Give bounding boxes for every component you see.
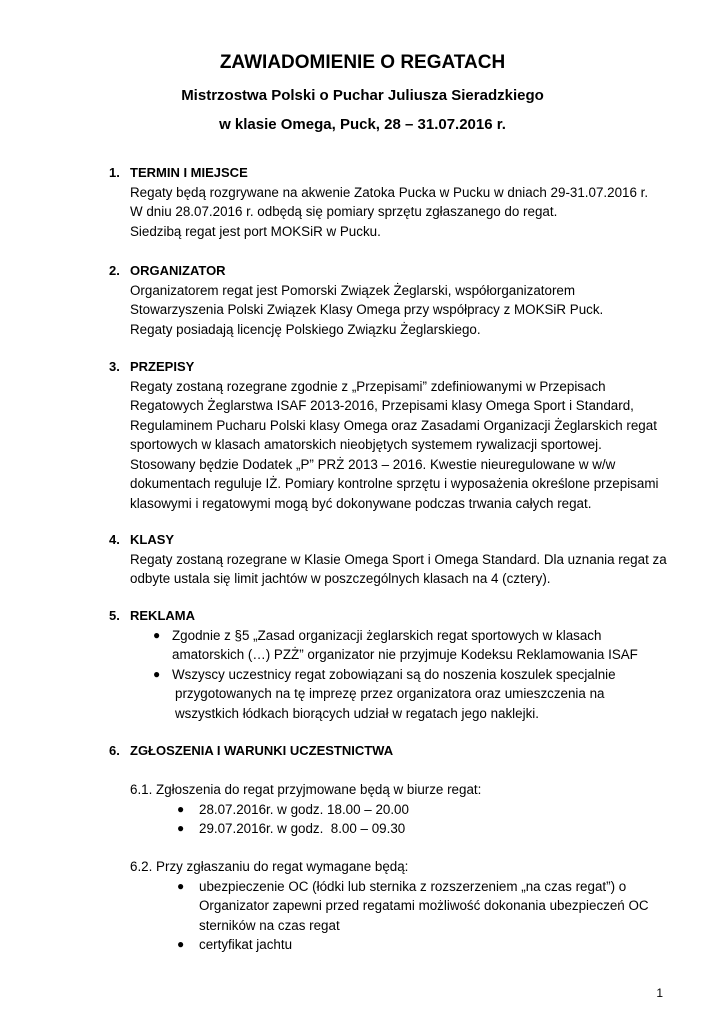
bullet-icon: ● [177, 937, 185, 951]
list-item [153, 626, 679, 665]
subsection-intro: 6.2. Przy zgłaszaniu do regat wymagane będą: [130, 859, 409, 874]
text-line: Organizatorem regat jest Pomorski Związek Żeglarski, współorganizatorem [130, 282, 576, 298]
section-body [109, 550, 679, 589]
page-number: 1 [656, 986, 663, 1000]
section-heading [109, 261, 679, 281]
text-line: ubezpieczenie OC (łódki lub sternika z rozszerzeniem „na czas regat”) o [199, 878, 627, 894]
section-heading [109, 606, 679, 626]
section-zgloszenia [109, 741, 679, 761]
section-reklama [109, 606, 679, 723]
text-line: 28.07.2016r. w godz. 18.00 – 20.00 [199, 801, 409, 817]
text-line: Siedzibą regat jest port MOKSiR w Pucku. [130, 223, 381, 239]
text-line: Regaty zostaną rozegrane zgodnie z „Przepisami” zdefiniowanymi w Przepisach [130, 378, 606, 394]
text-line: Zgodnie z §5 „Zasad organizacji żeglarskich regat sportowych w klasach [172, 627, 602, 643]
list-item [153, 665, 679, 724]
section-przepisy [109, 357, 679, 513]
text-line: amatorskich (…) PZŻ” organizator nie przyjmuje Kodeksu Reklamowania ISAF [172, 647, 638, 662]
section-body [109, 281, 679, 340]
text-line: wszystkich łódkach biorących udział w regatach jego naklejki. [175, 705, 539, 721]
section-termin [109, 163, 679, 241]
subsection-6-1 [130, 780, 670, 839]
bullet-icon: ● [153, 666, 161, 681]
text-line: odbyte ustala się limit jachtów w poszczególnych klasach na 4 (cztery). [130, 571, 551, 586]
section-number: 5. [109, 608, 120, 623]
section-title: ZGŁOSZENIA I WARUNKI UCZESTNICTWA [130, 743, 394, 758]
section-organizator [109, 261, 679, 339]
text-line: sterników na czas regat [199, 917, 340, 933]
bullet-icon: ● [153, 627, 161, 642]
section-title: ORGANIZATOR [130, 263, 226, 278]
text-line: dokumentach reguluje IŻ. Pomiary kontrolne sprzętu i wyposażenia określone przepisami [130, 476, 659, 491]
text-line: Regaty posiadają licencję Polskiego Związku Żeglarskiego. [130, 321, 481, 337]
bullet-list [130, 877, 670, 955]
section-heading [109, 357, 679, 377]
text-line: przygotowanych na tę imprezę przez organizatora oraz umieszczenia na [175, 686, 605, 701]
section-heading [109, 741, 679, 761]
text-line: 29.07.2016r. w godz. 8.00 – 09.30 [199, 821, 406, 836]
text-line: Wszyscy uczestnicy regat zobowiązani są do noszenia koszulek specjalnie [172, 666, 616, 682]
subsection-6-2 [130, 857, 670, 955]
text-line: certyfikat jachtu [199, 937, 293, 952]
text-line: Regaty będą rozgrywane na akwenie Zatoka Pucka w Pucku w dniach 29-31.07.2016 r. [130, 184, 649, 200]
text-line: Regaty zostaną rozegrane w Klasie Omega Sport i Omega Standard. Dla uznania regat za [130, 551, 667, 567]
section-number: 2. [109, 263, 120, 278]
bullet-list [130, 800, 670, 839]
section-title: REKLAMA [130, 608, 195, 623]
document-event-info: w klasie Omega, Puck, 28 – 31.07.2016 r. [219, 116, 506, 133]
section-body [109, 183, 679, 242]
document-subtitle: Mistrzostwa Polski o Puchar Juliusza Sieradzkiego [181, 87, 544, 104]
list-item [177, 935, 670, 955]
text-line: Regulaminem Pucharu Polski klasy Omega oraz Zasadami Organizacji Żeglarskich regat [130, 417, 657, 433]
section-klasy [109, 530, 679, 589]
section-number: 6. [109, 743, 120, 758]
bullet-icon: ● [177, 821, 185, 835]
section-title: PRZEPISY [130, 359, 195, 374]
text-line: Stowarzyszenia Polski Związek Klasy Omega przy współpracy z MOKSiR Puck. [130, 302, 604, 317]
list-item [177, 819, 670, 839]
bullet-icon: ● [177, 878, 185, 893]
section-title: KLASY [130, 532, 175, 547]
bullet-icon: ● [177, 801, 185, 816]
text-line: Stosowany będzie Dodatek „P” PRŻ 2013 – 2016. Kwestie nieuregulowane w w/w [130, 456, 616, 472]
text-line: klasowymi i regatowymi mogą być dokonywane podczas trwania całych regat. [130, 495, 592, 511]
section-title: TERMIN I MIEJSCE [130, 165, 248, 180]
text-line: Organizator zapewni przed regatami możliwość dokonania ubezpieczeń OC [199, 898, 649, 913]
list-item [177, 800, 670, 820]
section-heading [109, 530, 679, 550]
list-item [177, 877, 670, 936]
text-line: sportowych w klasach amatorskich nieobjętych systemem rywalizacji sportowej. [130, 437, 602, 452]
subsection-intro: 6.1. Zgłoszenia do regat przyjmowane będą w biurze regat: [130, 782, 482, 797]
text-line: W dniu 28.07.2016 r. odbędą się pomiary sprzętu zgłaszanego do regat. [130, 204, 558, 219]
document-title: ZAWIADOMIENIE O REGATACH [219, 52, 506, 73]
section-number: 3. [109, 359, 120, 374]
bullet-list [109, 626, 679, 724]
section-number: 1. [109, 165, 120, 180]
section-body [109, 377, 679, 514]
section-number: 4. [109, 532, 120, 547]
text-line: Regatowych Żeglarstwa ISAF 2013-2016, Przepisami klasy Omega Sport i Standard, [130, 398, 634, 413]
section-heading [109, 163, 679, 183]
